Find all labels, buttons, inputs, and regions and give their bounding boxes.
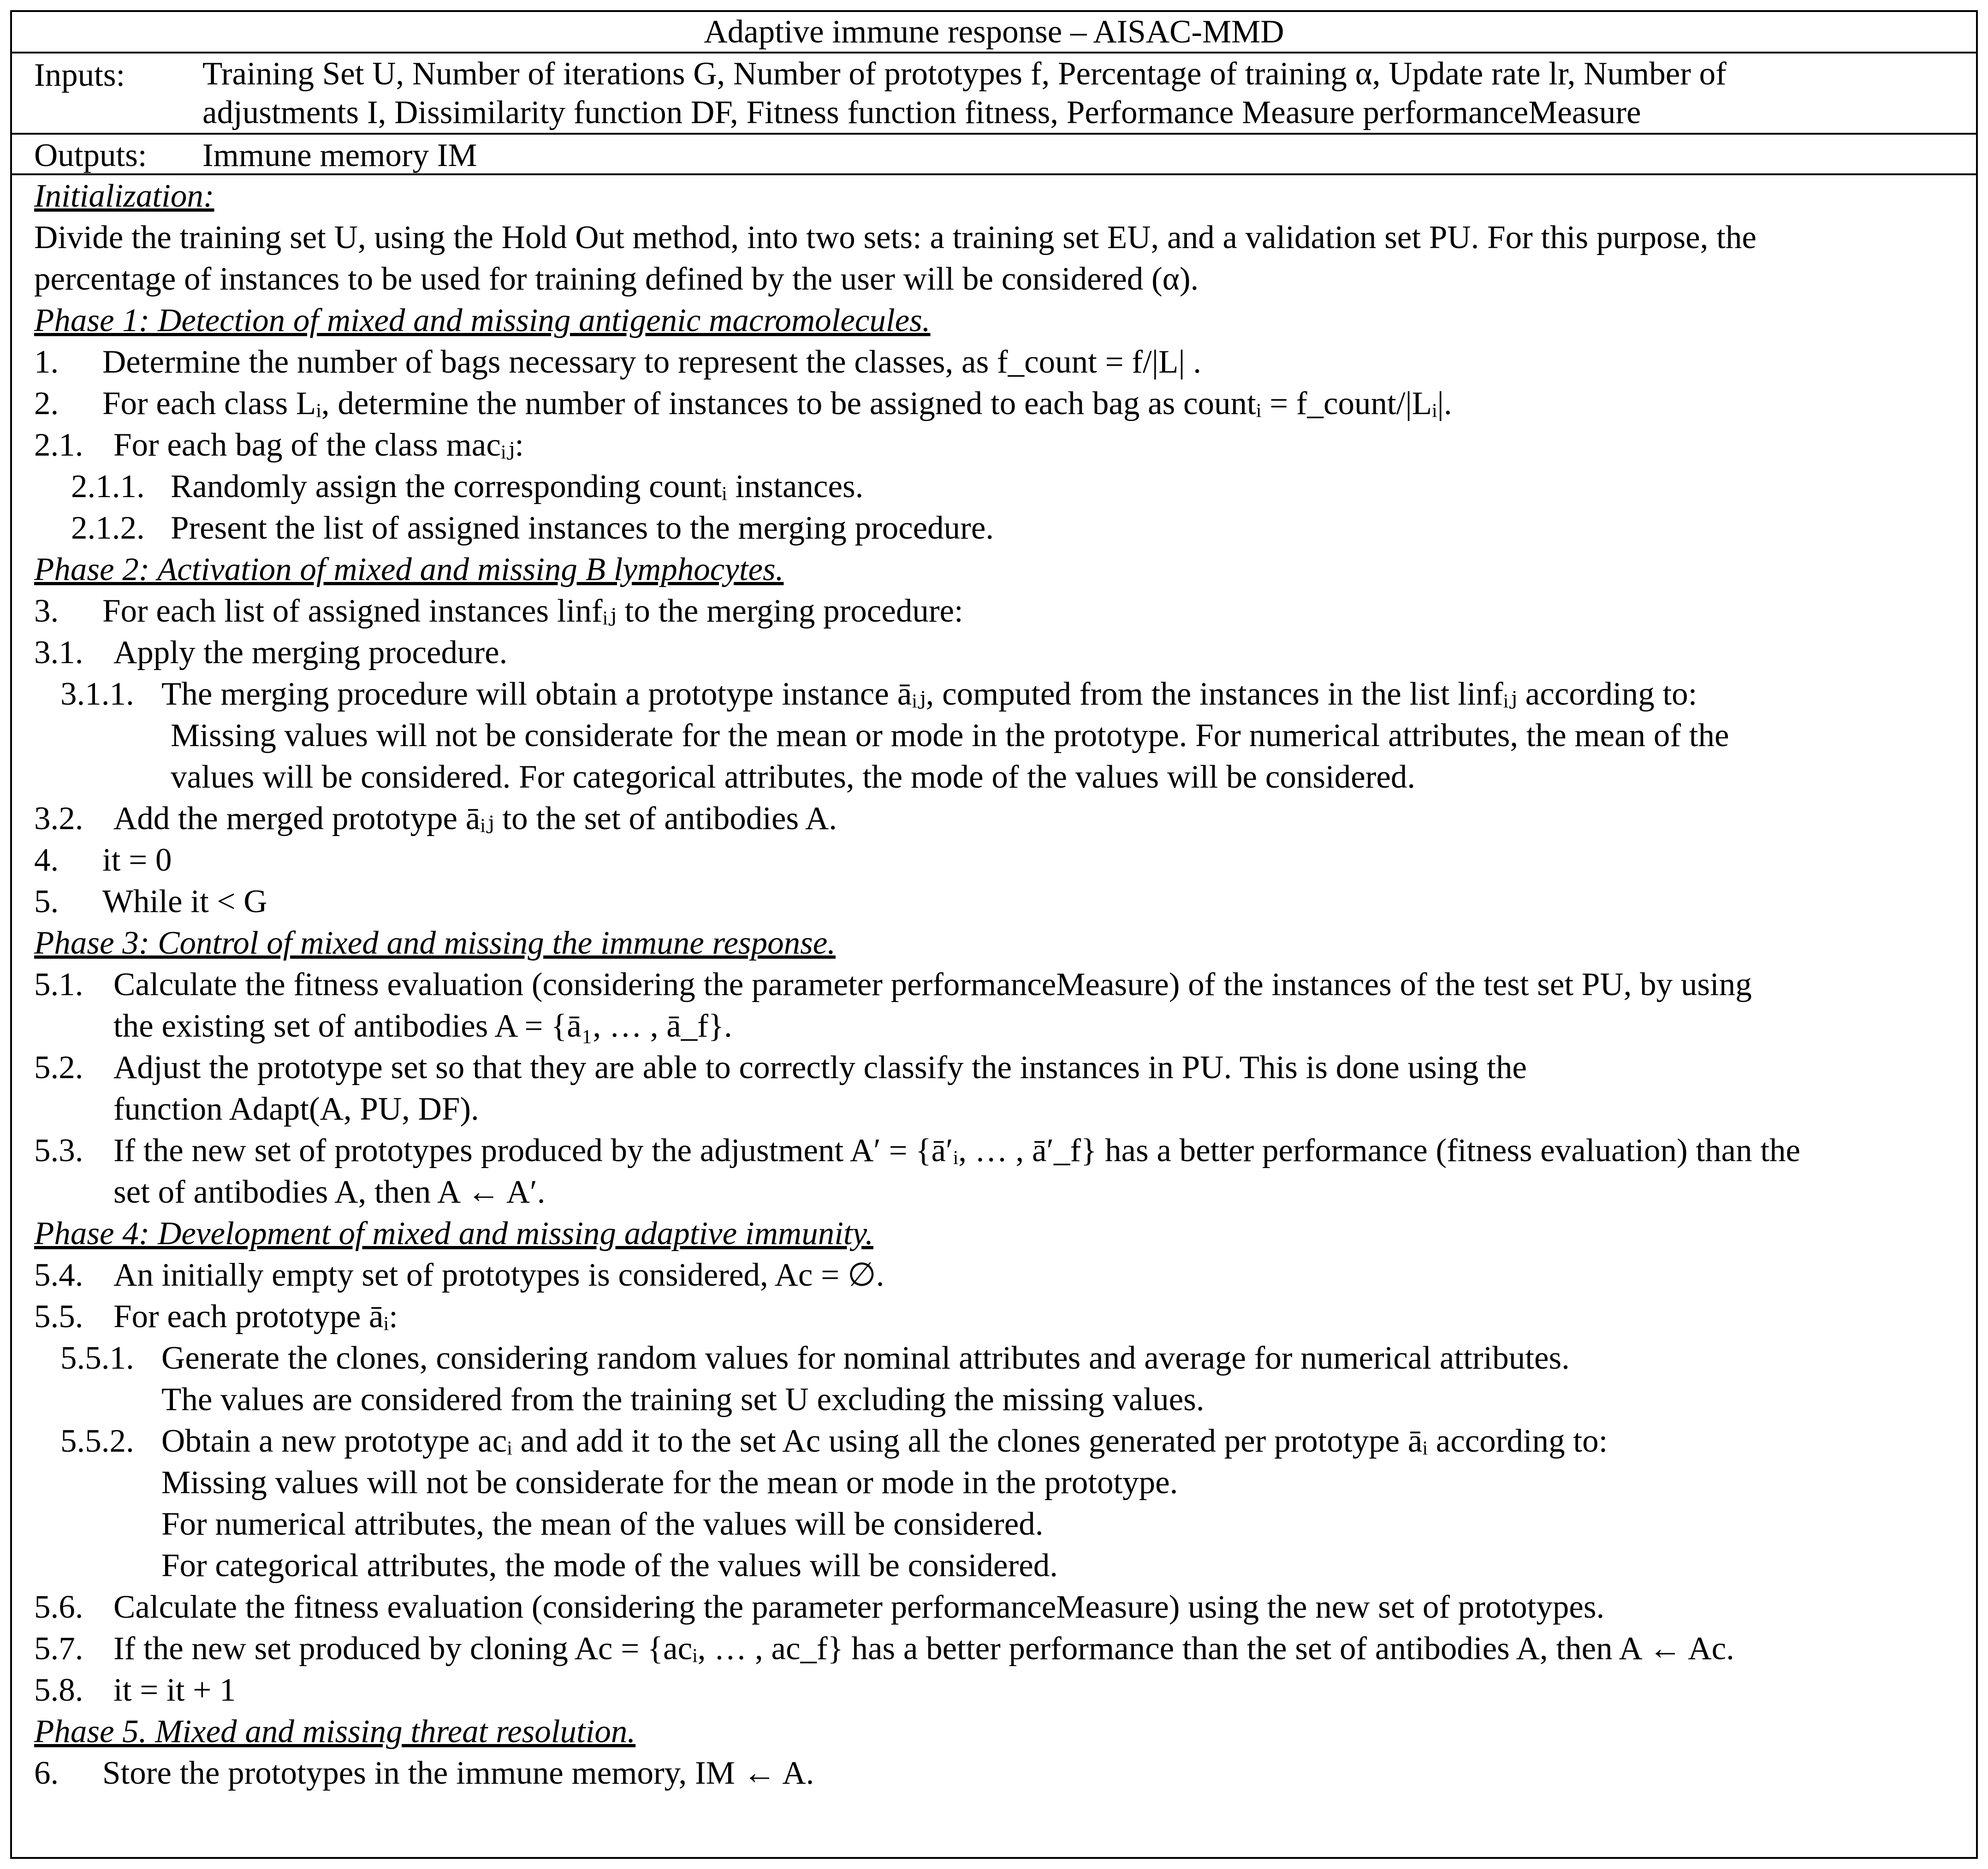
step-number: 3.1. [34,635,83,670]
step-text: the existing set of antibodies A = {ā₁, … , ā_f}. [113,1008,732,1044]
algorithm-step [34,217,1958,258]
algorithm-body [12,175,1976,1794]
step-number: 5.5. [34,1299,83,1335]
algorithm-step [34,1669,1958,1711]
step-text: If the new set produced by cloning Ac = {acᵢ, … , ac_f} has a better performance than the set of antibodies A, then A ← Ac. [113,1631,1734,1667]
step-text: Missing values will not be considerate for the mean or mode in the prototype. For numerical attributes, the mean of the [171,718,1729,754]
step-text: function Adapt(A, PU, DF). [113,1091,479,1127]
phase-heading [34,922,1958,964]
phase-title: Phase 4: Development of mixed and missing adaptive immunity. [34,1216,873,1252]
phase-title: Initialization: [34,178,214,214]
step-number: 5.5.2. [60,1423,134,1459]
step-text: Divide the training set U, using the Hold Out method, into two sets: a training set EU, and a validation set PU. For this purpose, the [34,220,1757,255]
step-number: 6. [34,1755,59,1791]
step-text: While it < G [102,884,267,920]
step-text: Randomly assign the corresponding countᵢ instances. [171,469,864,504]
algorithm-step [34,1047,1958,1088]
step-text: Calculate the fitness evaluation (considering the parameter performanceMeasure) using the new set of prototypes. [113,1589,1605,1625]
step-text: An initially empty set of prototypes is considered, Ac = ∅. [113,1257,884,1293]
inputs-row [12,53,1976,135]
inputs-line-2: adjustments I, Dissimilarity function DF, Fitness function fitness, Performance Measure performanceMeasure [202,95,1641,131]
algorithm-step [34,715,1958,756]
algorithm-step [34,881,1958,922]
step-number: 4. [34,842,59,878]
outputs-row [12,135,1976,175]
step-text: The values are considered from the training set U excluding the missing values. [161,1382,1205,1418]
step-text: Add the merged prototype āᵢⱼ to the set of antibodies A. [113,801,837,837]
algorithm-step [34,1088,1958,1130]
phase-heading [34,549,1958,590]
step-number: 5.2. [34,1050,83,1086]
algorithm-step [34,1628,1958,1669]
outputs-label: Outputs: [34,137,147,173]
step-text: Generate the clones, considering random values for nominal attributes and average for numerical attributes. [161,1340,1570,1376]
algorithm-step [34,1503,1958,1545]
step-number: 1. [34,344,59,380]
algorithm-title: Adaptive immune response – AISAC-MMD [12,12,1976,53]
step-text: Calculate the fitness evaluation (considering the parameter performanceMeasure) of the instances of the test set PU, by using [113,967,1752,1003]
step-text: Adjust the prototype set so that they are able to correctly classify the instances in PU. This is done using the [113,1050,1527,1086]
step-number: 5.7. [34,1631,83,1667]
step-number: 5.3. [34,1133,83,1169]
algorithm-step [34,466,1958,507]
step-text: set of antibodies A, then A ← A′. [113,1174,546,1210]
step-text: Obtain a new prototype acᵢ and add it to the set Ac using all the clones generated per prototype āᵢ according to: [161,1423,1608,1459]
step-number: 5.8. [34,1672,83,1708]
phase-title: Phase 1: Detection of mixed and missing antigenic macromolecules. [34,303,931,338]
phase-heading [34,300,1958,341]
algorithm-step [34,590,1958,632]
step-text: For each list of assigned instances linfᵢⱼ to the merging procedure: [102,593,963,629]
algorithm-step [34,1586,1958,1628]
algorithm-step [34,1130,1958,1171]
step-number: 3. [34,593,59,629]
step-number: 5.5.1. [60,1340,134,1376]
algorithm-step [34,424,1958,466]
inputs-line-1: Training Set U, Number of iterations G, Number of prototypes f, Percentage of training α, Update rate lr, Number of [202,56,1727,92]
algorithm-step [34,1171,1958,1213]
algorithm-step [34,1545,1958,1586]
algorithm-step [34,507,1958,549]
algorithm-step [34,1005,1958,1047]
step-text: it = it + 1 [113,1672,236,1708]
algorithm-step [34,798,1958,839]
step-text: Missing values will not be considerate for the mean or mode in the prototype. [161,1465,1178,1501]
inputs-value [202,54,1976,133]
phase-title: Phase 2: Activation of mixed and missing B lymphocytes. [34,552,784,587]
step-number: 5.1. [34,967,83,1003]
phase-heading [34,1213,1958,1254]
algorithm-step [34,756,1958,798]
step-text: For each class Lᵢ, determine the number of instances to be assigned to each bag as countᵢ = f_count/|Lᵢ|. [102,386,1452,421]
algorithm-step [34,1462,1958,1503]
step-text: Determine the number of bags necessary to represent the classes, as f_count = f/|L| . [102,344,1202,380]
algorithm-step [34,1752,1958,1794]
step-text: For categorical attributes, the mode of the values will be considered. [161,1548,1058,1584]
step-number: 5. [34,884,59,920]
phase-heading [34,175,1958,217]
step-text: values will be considered. For categorical attributes, the mode of the values will be considered. [171,759,1416,795]
phase-title: Phase 3: Control of mixed and missing the immune response. [34,925,836,961]
outputs-value: Immune memory IM [202,137,477,173]
step-text: percentage of instances to be used for training defined by the user will be considered (α). [34,261,1199,297]
step-text: it = 0 [102,842,172,878]
inputs-label: Inputs: [34,57,125,93]
algorithm-step [34,1296,1958,1337]
algorithm-step [34,341,1958,383]
algorithm-step [34,673,1958,715]
algorithm-step [34,839,1958,881]
step-number: 5.6. [34,1589,83,1625]
step-text: Store the prototypes in the immune memory, IM ← A. [102,1755,814,1791]
algorithm-step [34,1379,1958,1420]
step-number: 2.1.1. [71,469,145,504]
algorithm-step [34,1420,1958,1462]
algorithm-step [34,383,1958,424]
step-number: 2.1. [34,427,83,463]
step-text: If the new set of prototypes produced by the adjustment A′ = {ā′ᵢ, … , ā′_f} has a better performance (fitness evaluation) than the [113,1133,1801,1169]
step-text: Apply the merging procedure. [113,635,508,670]
step-text: For each prototype āᵢ: [113,1299,398,1335]
step-text: The merging procedure will obtain a prototype instance āᵢⱼ, computed from the instances in the list linfᵢⱼ according to: [161,676,1697,712]
step-number: 5.4. [34,1257,83,1293]
step-number: 3.1.1. [60,676,134,712]
step-number: 2. [34,386,59,421]
step-text: For numerical attributes, the mean of the values will be considered. [161,1506,1044,1542]
algorithm-table [10,10,1978,1859]
algorithm-step [34,258,1958,300]
step-text: Present the list of assigned instances to the merging procedure. [171,510,994,546]
step-text: For each bag of the class macᵢⱼ: [113,427,524,463]
step-number: 2.1.2. [71,510,145,546]
algorithm-step [34,632,1958,673]
algorithm-step [34,1254,1958,1296]
phase-heading [34,1711,1958,1752]
algorithm-step [34,1337,1958,1379]
step-number: 3.2. [34,801,83,837]
algorithm-step [34,964,1958,1005]
phase-title: Phase 5. Mixed and missing threat resolution. [34,1714,636,1750]
